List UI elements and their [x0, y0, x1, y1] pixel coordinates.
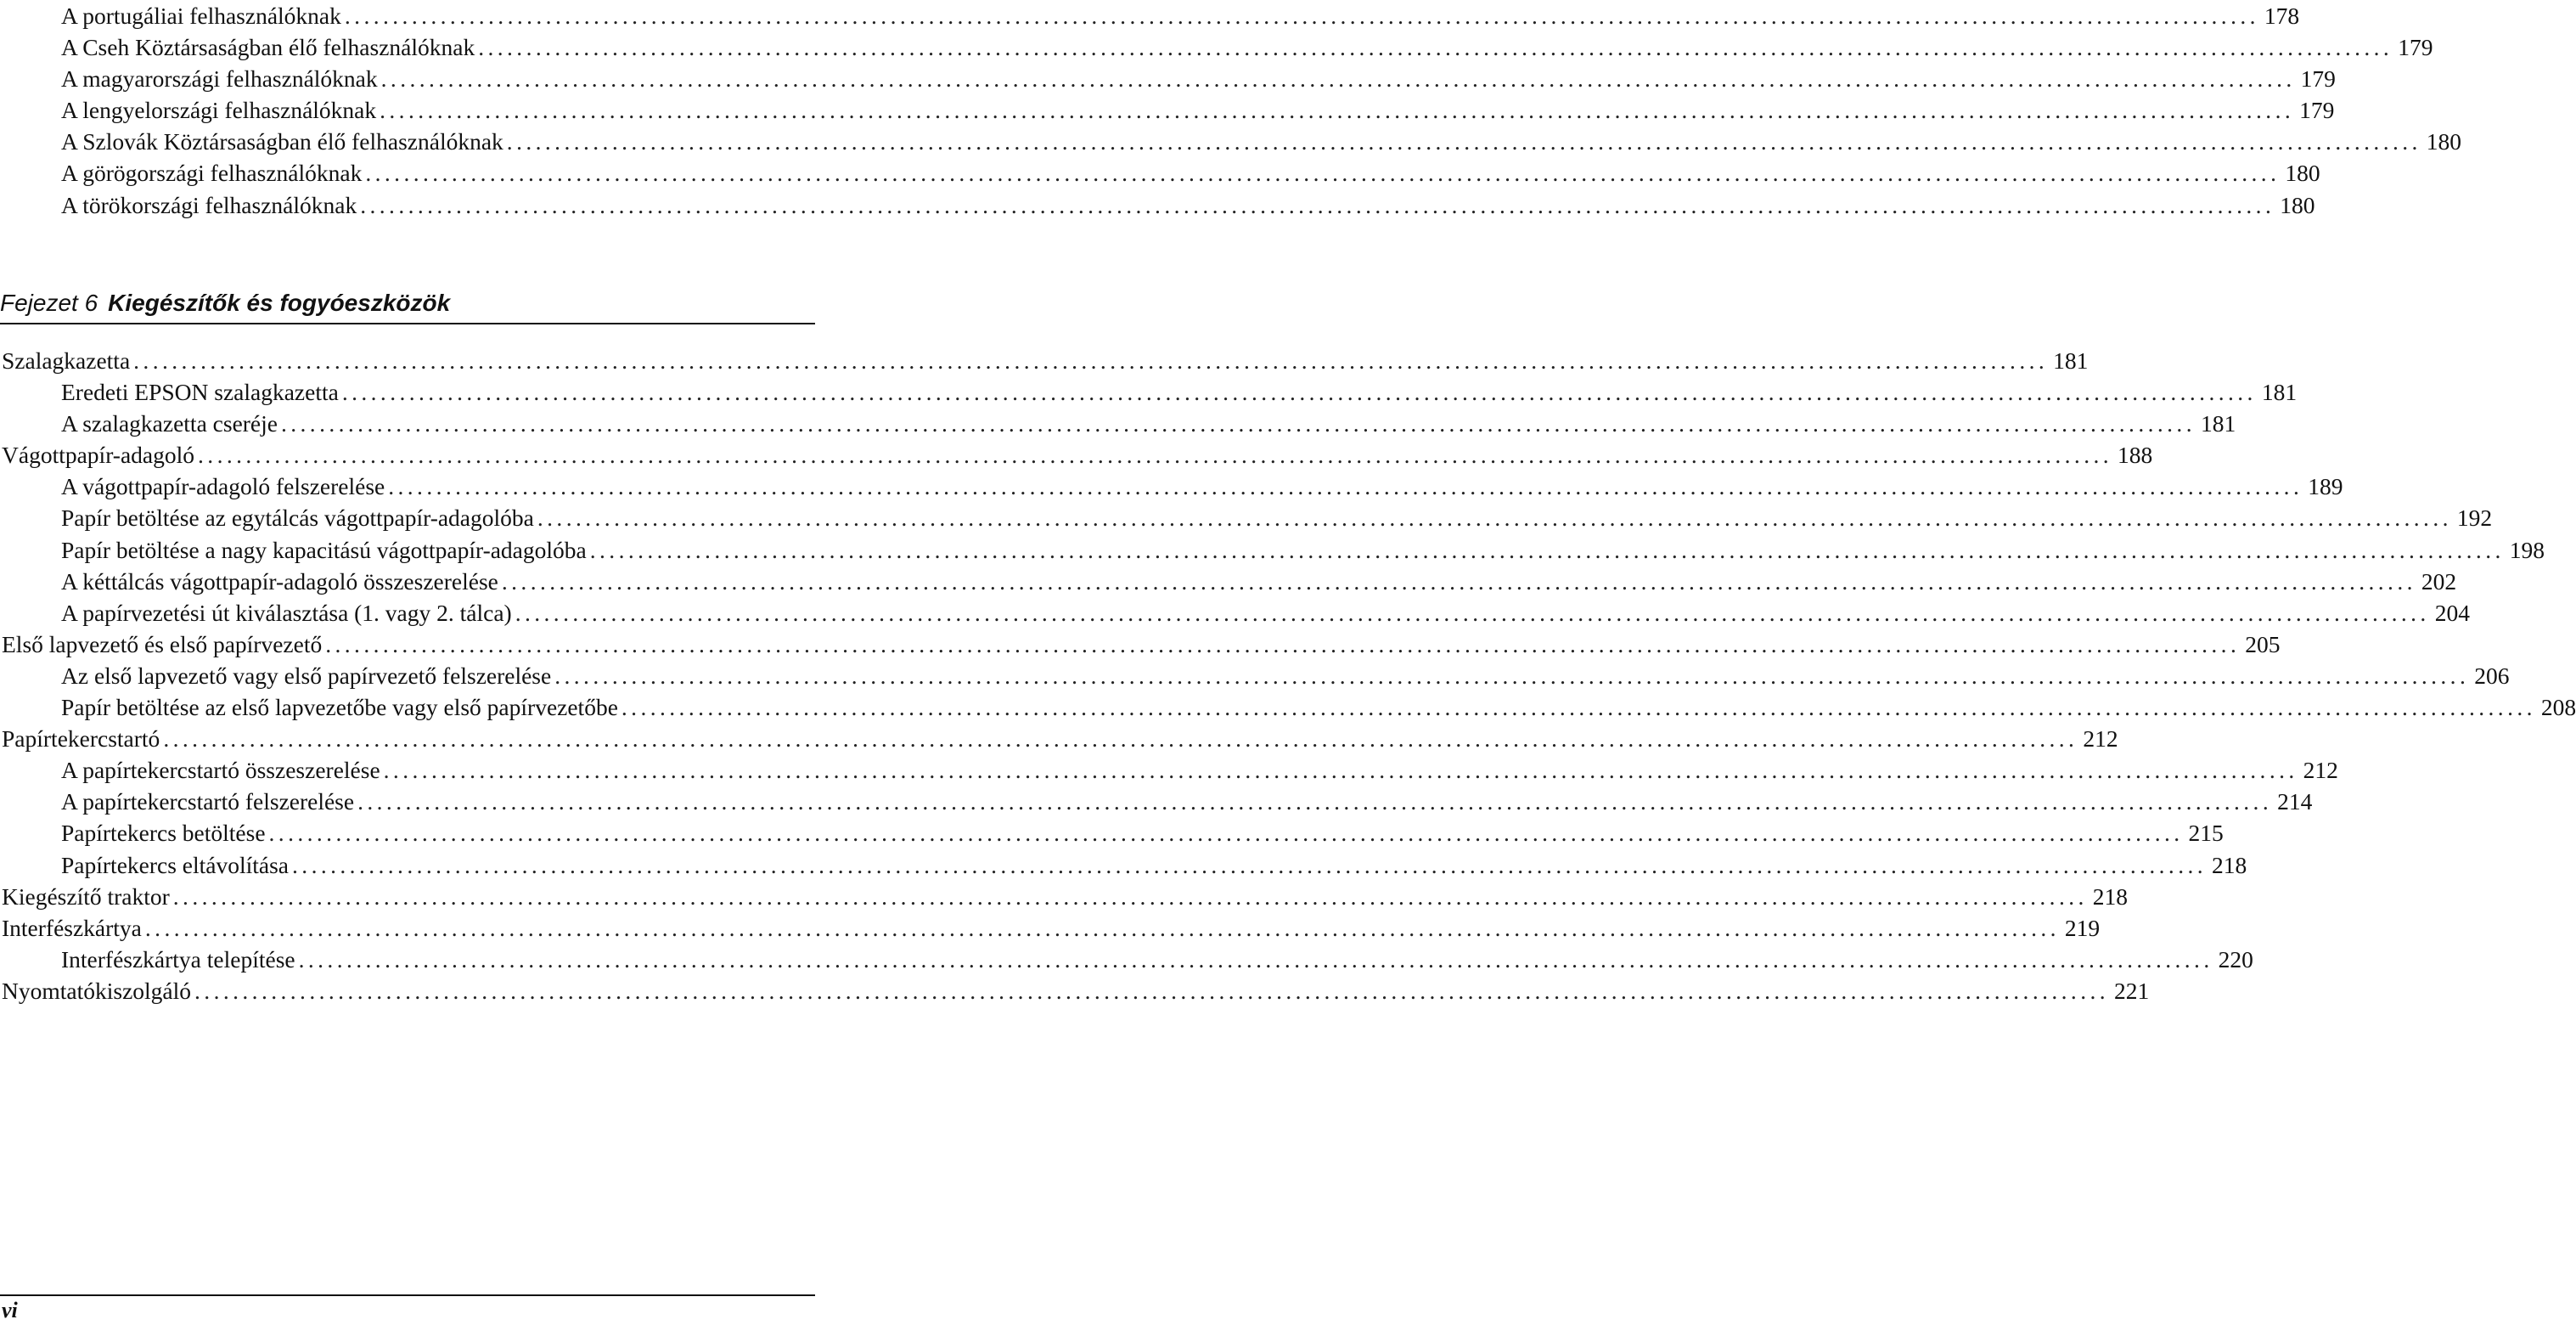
toc-entry[interactable]	[0, 723, 2118, 754]
toc-leader-dots: ........................................................................................................................................................................................................	[380, 97, 2295, 124]
toc-entry-page: 219	[2064, 914, 2101, 941]
toc-entry-page: 179	[2300, 65, 2336, 93]
toc-entry-page: 220	[2218, 945, 2253, 973]
toc-entry[interactable]	[0, 881, 2129, 912]
toc-entry-page: 180	[2285, 160, 2320, 187]
toc-leader-dots: ........................................................................................................................................................................................................	[515, 599, 2430, 626]
toc-entry-page: 206	[2474, 662, 2510, 689]
toc-entry[interactable]	[0, 408, 2236, 439]
toc-leader-dots: ........................................................................................................................................................................................................	[268, 820, 2184, 847]
toc-entry-title: Eredeti EPSON szalagkazetta	[61, 379, 339, 406]
toc-leader-dots: ........................................................................................................................................................................................................	[621, 694, 2536, 721]
toc-entry-page: 212	[2303, 757, 2338, 784]
toc-entry-page: 192	[2456, 505, 2493, 532]
toc-entry[interactable]	[0, 660, 2510, 691]
toc-entry-title: Kiegészítő traktor	[2, 882, 170, 910]
toc-entry-title: Interfészkártya telepítése	[61, 945, 295, 973]
chapter-heading	[0, 287, 815, 319]
toc-leader-dots: ........................................................................................................................................................................................................	[163, 725, 2078, 753]
toc-entry-page: 214	[2277, 788, 2313, 815]
toc-leader-dots: ........................................................................................................................................................................................................	[325, 630, 2241, 657]
toc-entry-title: Papírtekercstartó	[2, 725, 160, 753]
footer-divider	[0, 1294, 815, 1296]
toc-leader-dots: ........................................................................................................................................................................................................	[357, 788, 2273, 815]
toc-entry-page: 178	[2264, 3, 2300, 29]
toc-leader-dots: ........................................................................................................................................................................................................	[280, 410, 2196, 437]
toc-entry-title: A vágottpapír-adagoló felszerelése	[61, 473, 385, 500]
toc-entry[interactable]	[0, 691, 2576, 723]
toc-entry[interactable]	[0, 502, 2493, 533]
toc-entry-title: Papír betöltése az első lapvezetőbe vagy első papírvezetőbe	[61, 694, 618, 721]
toc-entry[interactable]	[0, 786, 2313, 817]
toc-entry-page: 179	[2299, 97, 2335, 124]
toc-entry[interactable]	[0, 439, 2153, 471]
toc-entry-title: Papír betöltése a nagy kapacitású vágottpapír-adagolóba	[61, 536, 587, 563]
toc-entry-title: Első lapvezető és első papírvezető	[2, 630, 323, 657]
toc-entry-title: A lengyelországi felhasználóknak	[61, 97, 377, 124]
toc-entry[interactable]	[0, 912, 2101, 944]
toc-entry[interactable]	[0, 157, 2320, 189]
toc-leader-dots: ........................................................................................................................................................................................................	[144, 914, 2060, 941]
chapter-divider	[0, 323, 815, 324]
toc-leader-dots: ........................................................................................................................................................................................................	[380, 65, 2296, 93]
toc-entry-page: 208	[2540, 694, 2576, 721]
toc-entry-title: A magyarországi felhasználóknak	[61, 65, 378, 93]
toc-entry-title: A Cseh Köztársaságban élő felhasználóknak	[61, 34, 475, 61]
toc-entry-page: 181	[2261, 379, 2298, 406]
toc-entry[interactable]	[0, 754, 2338, 786]
toc-leader-dots: ........................................................................................................................................................................................................	[554, 662, 2470, 689]
toc-entry[interactable]	[0, 189, 2315, 221]
toc-leader-dots: ........................................................................................................................................................................................................	[198, 442, 2113, 469]
toc-leader-dots: ........................................................................................................................................................................................................	[298, 945, 2213, 973]
toc-entry-page: 212	[2083, 725, 2118, 753]
toc-entry[interactable]	[0, 597, 2470, 629]
toc-leader-dots: ........................................................................................................................................................................................................	[133, 347, 2049, 374]
chapter-title: Kiegészítők és fogyóeszközök	[108, 290, 451, 316]
toc-entry[interactable]	[0, 471, 2343, 502]
toc-leader-dots: ........................................................................................................................................................................................................	[383, 757, 2298, 784]
toc-leader-dots: ........................................................................................................................................................................................................	[537, 505, 2452, 532]
toc-entry[interactable]	[0, 817, 2224, 849]
toc-entry-title: A papírtekercstartó összeszerelése	[61, 757, 380, 784]
toc-entry-title: A kéttálcás vágottpapír-adagoló összeszerelése	[61, 567, 498, 595]
toc-entry-title: Nyomtatókiszolgáló	[2, 977, 192, 1004]
toc-entry-page: 198	[2509, 536, 2545, 563]
toc-entry-title: A szalagkazetta cseréje	[61, 410, 278, 437]
toc-leader-dots: ........................................................................................................................................................................................................	[365, 160, 2281, 187]
toc-entry-page: 181	[2053, 347, 2089, 374]
toc-leader-dots: ........................................................................................................................................................................................................	[360, 191, 2275, 218]
toc-entry[interactable]	[0, 126, 2462, 157]
toc-entry[interactable]	[0, 849, 2247, 881]
toc-entry-page: 204	[2434, 599, 2470, 626]
toc-entry[interactable]	[0, 63, 2336, 94]
toc-leader-dots: ........................................................................................................................................................................................................	[341, 379, 2257, 406]
page-number: vi	[2, 1298, 18, 1322]
toc-entry-page: 189	[2308, 473, 2343, 500]
toc-entry[interactable]	[0, 534, 2545, 566]
toc-entry[interactable]	[0, 975, 2150, 1006]
toc-entry-title: A Szlovák Köztársaságban élő felhasználóknak	[61, 128, 503, 155]
toc-entry-title: Vágottpapír-adagoló	[2, 442, 195, 469]
toc-leader-dots: ........................................................................................................................................................................................................	[589, 536, 2505, 563]
toc-entry-page: 221	[2114, 977, 2150, 1004]
toc-entry[interactable]	[0, 629, 2281, 660]
toc-chapter-list	[0, 345, 2576, 1006]
toc-leader-dots: ........................................................................................................................................................................................................	[344, 3, 2259, 29]
toc-entry-title: A papírvezetési út kiválasztása (1. vagy 2. tálca)	[61, 599, 512, 626]
chapter-label: Fejezet 6	[0, 290, 98, 316]
toc-leader-dots: ........................................................................................................................................................................................................	[292, 851, 2208, 878]
toc-entry-title: Az első lapvezető vagy első papírvezető felszerelése	[61, 662, 552, 689]
toc-entry[interactable]	[0, 0, 2300, 31]
toc-entry[interactable]	[0, 94, 2335, 126]
toc-entry-title: Papírtekercs betöltése	[61, 820, 266, 847]
toc-entry[interactable]	[0, 944, 2253, 975]
toc-leader-dots: ........................................................................................................................................................................................................	[388, 473, 2303, 500]
toc-entry[interactable]	[0, 31, 2433, 63]
toc-entry-page: 179	[2398, 34, 2433, 61]
toc-entry-page: 180	[2426, 128, 2462, 155]
toc-entry-title: A portugáliai felhasználóknak	[61, 3, 341, 29]
toc-entry-title: A papírtekercstartó felszerelése	[61, 788, 355, 815]
toc-entry-page: 215	[2188, 820, 2224, 847]
toc-entry[interactable]	[0, 376, 2298, 408]
toc-entry[interactable]	[0, 345, 2089, 376]
toc-leader-dots: ........................................................................................................................................................................................................	[478, 34, 2393, 61]
toc-entry-page: 188	[2118, 442, 2153, 469]
toc-entry-title: A törökországi felhasználóknak	[61, 191, 357, 218]
toc-entry-title: A görögországi felhasználóknak	[61, 160, 363, 187]
toc-entry[interactable]	[0, 566, 2457, 597]
toc-entry-page: 218	[2092, 882, 2129, 910]
toc-entry-page: 205	[2245, 630, 2281, 657]
toc-entry-title: Papír betöltése az egytálcás vágottpapír-adagolóba	[61, 505, 534, 532]
toc-entry-page: 180	[2280, 191, 2315, 218]
toc-leader-dots: ........................................................................................................................................................................................................	[501, 567, 2416, 595]
toc-leader-dots: ........................................................................................................................................................................................................	[194, 977, 2110, 1004]
toc-entry-title: Papírtekercs eltávolítása	[61, 851, 290, 878]
toc-entry-page: 181	[2200, 410, 2236, 437]
toc-leader-dots: ........................................................................................................................................................................................................	[506, 128, 2421, 155]
toc-entry-page: 218	[2212, 851, 2247, 878]
toc-entry-title: Szalagkazetta	[2, 347, 131, 374]
toc-leader-dots: ........................................................................................................................................................................................................	[172, 882, 2088, 910]
toc-entry-page: 202	[2421, 567, 2457, 595]
toc-continued-list	[0, 0, 2462, 221]
toc-entry-title: Interfészkártya	[2, 914, 142, 941]
